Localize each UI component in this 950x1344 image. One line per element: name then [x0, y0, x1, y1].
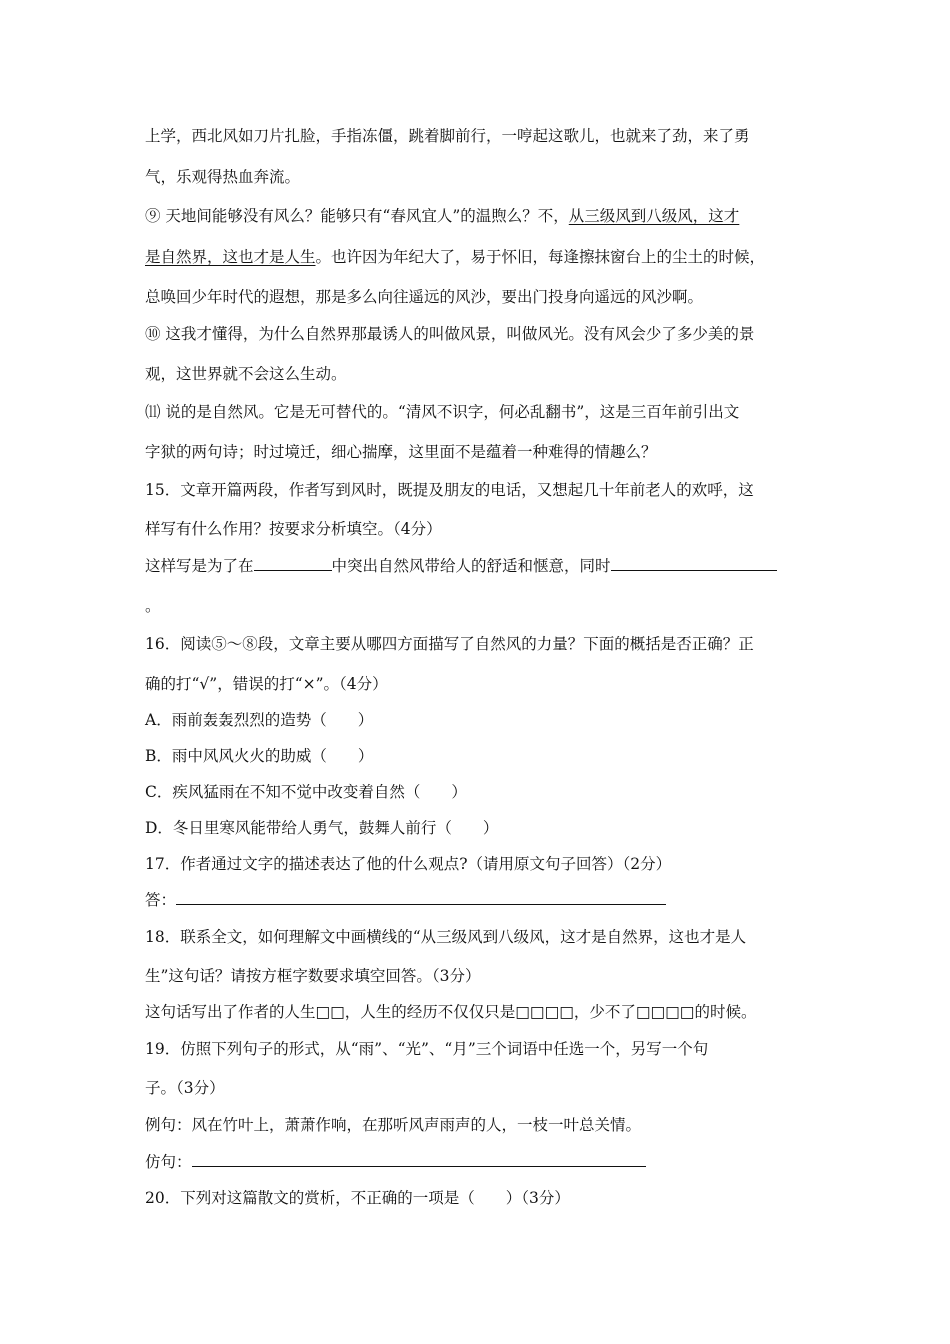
option-b: B．雨中风风火火的助威（ ）	[145, 747, 374, 765]
answer-label: 答：	[145, 891, 177, 909]
fill-text: 这样写是为了在	[145, 557, 254, 575]
answer-blank[interactable]	[254, 556, 332, 571]
answer-label: 仿句：	[145, 1153, 192, 1171]
paragraph-line: 上学，西北风如刀片扎脸，手指冻僵，跳着脚前行，一哼起这歌儿，也就来了劲，来了勇	[145, 127, 750, 145]
question-18-cont: 生”这句话？请按方框字数要求填空回答。（3分）	[145, 967, 481, 985]
question-15-end: 。	[145, 597, 161, 615]
fill-text: 中突出自然风带给人的舒适和惬意，同时	[331, 557, 611, 575]
question-15-cont: 样写有什么作用？按要求分析填空。（4分）	[145, 520, 442, 538]
example-sentence: 例句：风在竹叶上，萧萧作响，在那听风声雨声的人，一枝一叶总关情。	[145, 1116, 642, 1134]
option-d: D．冬日里寒风能带给人勇气，鼓舞人前行（ ）	[145, 819, 499, 837]
option-a: A．雨前轰轰烈烈的造势（ ）	[145, 711, 374, 729]
paragraph-11-line: ⑾ 说的是自然风。它是无可替代的。“清风不识字，何必乱翻书”，这是三百年前引出文	[145, 403, 740, 421]
question-15-fill	[145, 556, 777, 576]
answer-blank[interactable]	[192, 1152, 646, 1167]
question-18: 18．联系全文，如何理解文中画横线的“从三级风到八级风，这才是自然界，这也才是人	[145, 928, 747, 946]
paragraph-text: ⑨ 天地间能够没有风么？能够只有“春风宜人”的温煦么？不，	[145, 207, 569, 225]
underlined-sentence: 是自然界，这也才是人生	[145, 248, 316, 266]
question-17-answer	[145, 890, 666, 910]
paragraph-line: 气，乐观得热血奔流。	[145, 168, 301, 186]
paragraph-line: 字狱的两句诗；时过境迁，细心揣摩，这里面不是蕴着一种难得的情趣么？	[145, 443, 657, 461]
answer-blank[interactable]	[176, 890, 666, 905]
underlined-sentence: 从三级风到八级风，这才	[568, 207, 740, 225]
question-20: 20．下列对这篇散文的赏析，不正确的一项是（ ）（3分）	[145, 1189, 570, 1207]
question-16-cont: 确的打“√”，错误的打“×”。（4分）	[145, 675, 388, 693]
question-19-cont: 子。（3分）	[145, 1079, 225, 1097]
answer-blank[interactable]	[611, 556, 777, 571]
question-18-fill: 这句话写出了作者的人生□□，人生的经历不仅仅只是□□□□，少不了□□□□的时候。	[145, 1003, 757, 1021]
question-16: 16．阅读⑤～⑧段，文章主要从哪四方面描写了自然风的力量？下面的概括是否正确？正	[145, 635, 754, 653]
question-19: 19．仿照下列句子的形式，从“雨”、“光”、“月”三个词语中任选一个，另写一个句	[145, 1040, 709, 1058]
option-c: C．疾风猛雨在不知不觉中改变着自然（ ）	[145, 783, 467, 801]
paragraph-9-line	[145, 206, 739, 226]
paragraph-line: 观，这世界就不会这么生动。	[145, 365, 347, 383]
imitation-answer	[145, 1152, 646, 1172]
paragraph-10-line: ⑩ 这我才懂得，为什么自然界那最诱人的叫做风景，叫做风光。没有风会少了多少美的景	[145, 325, 755, 343]
paragraph-9-line	[145, 247, 765, 267]
question-15: 15．文章开篇两段，作者写到风时，既提及朋友的电话，又想起几十年前老人的欢呼，这	[145, 481, 754, 499]
question-17: 17．作者通过文字的描述表达了他的什么观点?（请用原文句子回答）（2分）	[145, 855, 672, 873]
paragraph-text: 。也许因为年纪大了，易于怀旧，每逢擦抹窗台上的尘土的时候，	[315, 248, 766, 266]
paragraph-line: 总唤回少年时代的遐想，那是多么向往遥远的风沙，要出门投身向遥远的风沙啊。	[145, 288, 704, 306]
